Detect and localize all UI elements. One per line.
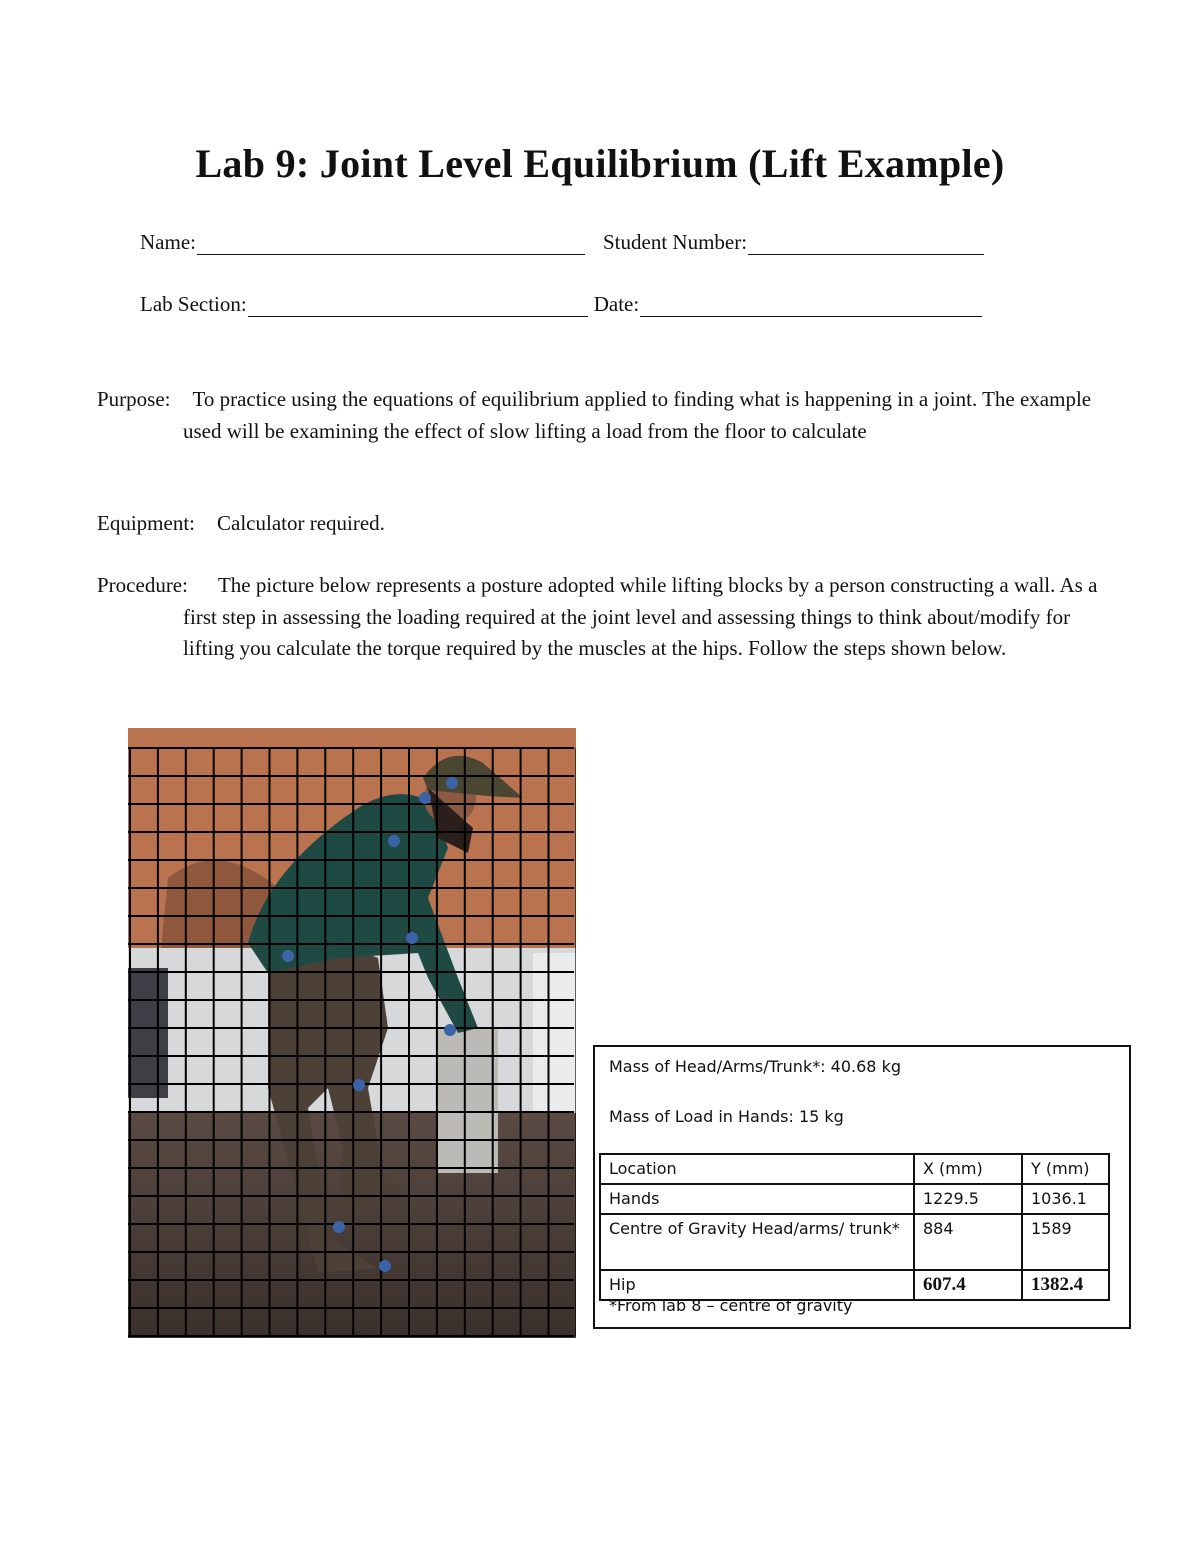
joint-marker bbox=[446, 777, 458, 789]
joint-marker bbox=[379, 1260, 391, 1272]
joint-marker bbox=[353, 1079, 365, 1091]
cell-y: 1589 bbox=[1022, 1214, 1109, 1270]
lifting-posture-photo bbox=[128, 728, 576, 1338]
header-x: X (mm) bbox=[914, 1154, 1022, 1184]
cell-location: Hip bbox=[600, 1270, 914, 1300]
lab-section-line[interactable] bbox=[248, 294, 588, 317]
date-line[interactable] bbox=[640, 294, 982, 317]
page-title: Lab 9: Joint Level Equilibrium (Lift Example) bbox=[195, 141, 1005, 186]
joint-marker bbox=[406, 932, 418, 944]
equipment-label: Equipment: bbox=[97, 511, 195, 535]
cell-location: Centre of Gravity Head/arms/ trunk* bbox=[600, 1214, 914, 1270]
purpose-paragraph bbox=[97, 384, 1123, 447]
section-date-row bbox=[140, 292, 982, 317]
procedure-label: Procedure: bbox=[97, 573, 188, 597]
concrete-blocks bbox=[438, 1028, 498, 1173]
location-table bbox=[599, 1153, 1110, 1301]
mass-load: Mass of Load in Hands: 15 kg bbox=[609, 1107, 844, 1126]
joint-marker bbox=[282, 950, 294, 962]
joint-marker bbox=[333, 1221, 345, 1233]
cell-location: Hands bbox=[600, 1184, 914, 1214]
header-y: Y (mm) bbox=[1022, 1154, 1109, 1184]
name-field[interactable] bbox=[140, 230, 585, 255]
student-number-field[interactable] bbox=[603, 230, 984, 255]
date-label: Date: bbox=[593, 292, 640, 316]
equipment-text: Calculator required. bbox=[217, 511, 385, 535]
table-footnote: *From lab 8 – centre of gravity bbox=[609, 1296, 853, 1315]
date-field[interactable] bbox=[594, 292, 982, 317]
table-row bbox=[600, 1214, 1109, 1270]
data-box bbox=[593, 1045, 1131, 1329]
purpose-label: Purpose: bbox=[97, 387, 171, 411]
cell-y: 1036.1 bbox=[1022, 1184, 1109, 1214]
right-vent bbox=[533, 953, 576, 1118]
lab-section-label: Lab Section: bbox=[140, 292, 247, 316]
table-row bbox=[600, 1184, 1109, 1214]
name-label: Name: bbox=[140, 230, 196, 254]
table-header-row bbox=[600, 1154, 1109, 1184]
photo-illustration bbox=[128, 728, 576, 1338]
cell-y: 1382.4 bbox=[1022, 1270, 1109, 1300]
joint-marker bbox=[444, 1024, 456, 1036]
procedure-paragraph bbox=[97, 570, 1123, 665]
name-student-row bbox=[140, 230, 984, 255]
equipment-paragraph bbox=[97, 508, 1123, 540]
mass-head-arms-trunk: Mass of Head/Arms/Trunk*: 40.68 kg bbox=[609, 1057, 901, 1076]
cell-x: 884 bbox=[914, 1214, 1022, 1270]
student-number-label: Student Number: bbox=[602, 230, 748, 254]
cell-x: 607.4 bbox=[914, 1270, 1022, 1300]
left-window bbox=[128, 968, 168, 1098]
header-location: Location bbox=[600, 1154, 914, 1184]
lab-section-field[interactable] bbox=[140, 292, 588, 317]
procedure-text: The picture below represents a posture adopted while lifting blocks by a person constructing a wall. As a first step in assessing the loading required at the joint level and assessing things to think about/modify for lifting you calculate the torque required by the muscles at the hips. Follow the steps shown below. bbox=[183, 573, 1098, 660]
joint-marker bbox=[388, 835, 400, 847]
purpose-text: To practice using the equations of equilibrium applied to finding what is happening in a joint. The example used will be examining the effect of slow lifting a load from the floor to calculate bbox=[183, 387, 1092, 443]
student-number-line[interactable] bbox=[748, 232, 984, 255]
joint-marker bbox=[419, 792, 431, 804]
name-line[interactable] bbox=[197, 232, 585, 255]
cell-x: 1229.5 bbox=[914, 1184, 1022, 1214]
